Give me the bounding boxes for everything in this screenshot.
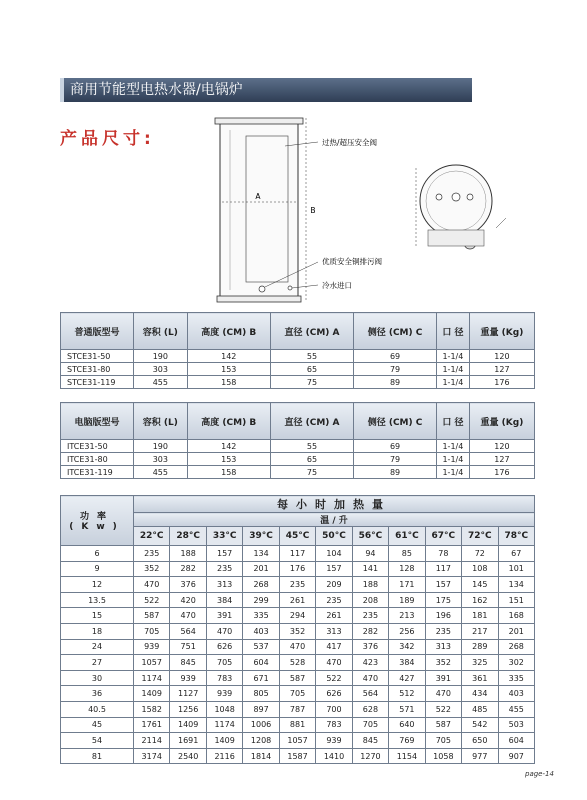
table-cell: 420 [170,592,206,608]
table-cell: 2114 [134,733,170,749]
table-cell: 268 [243,577,279,593]
table-cell: 1154 [389,748,425,764]
row-label-cell: 15 [61,608,134,624]
table-cell: 235 [134,546,170,562]
table-cell: 69 [354,350,437,363]
table-cell: 1174 [206,717,242,733]
table-cell: 289 [462,639,498,655]
row-label-cell: 18 [61,623,134,639]
table-cell: 1048 [206,701,242,717]
table-cell: 1410 [316,748,352,764]
side-column-header: 侧径 (CM) C [354,403,437,440]
table-cell: 1208 [243,733,279,749]
power-column-header: 功率 (Kw) [61,496,134,546]
table-cell: 1587 [279,748,315,764]
top-view-dim-right [496,218,506,228]
table-cell: 705 [425,733,461,749]
table-cell: 705 [206,655,242,671]
table-cell: 376 [170,577,206,593]
table-cell: 127 [469,453,534,466]
table-cell: 201 [498,623,534,639]
table-cell: 176 [469,376,534,389]
row-label-cell: 30 [61,670,134,686]
table-row [61,453,535,466]
table-cell: 671 [243,670,279,686]
spec-table-1-body [61,350,535,389]
table-cell: 503 [498,717,534,733]
row-label-cell: 9 [61,561,134,577]
table-row [61,376,535,389]
temperature-column-header: 33°C [206,527,242,546]
temperature-column-header: 56°C [352,527,388,546]
table-cell: 213 [389,608,425,624]
table-cell: 157 [316,561,352,577]
heat-table-body [61,546,535,764]
table-cell: 1127 [170,686,206,702]
heat-table-title: 每小时加热量 [134,496,535,513]
inlet-label: 冷水进口 [322,281,352,290]
table-cell: 1582 [134,701,170,717]
table-cell: 640 [389,717,425,733]
volume-column-header: 容积 (L) [134,403,188,440]
table-cell: 134 [243,546,279,562]
top-view-panel [428,230,484,246]
table-cell: 78 [425,546,461,562]
section-header-title: 商用节能型电热水器/电锅炉 [70,82,243,98]
table-cell: 705 [352,717,388,733]
spec-header-row [61,403,535,440]
table-cell: 384 [206,592,242,608]
port-column-header: 口 径 [436,403,469,440]
row-label-cell: 24 [61,639,134,655]
table-cell: 151 [498,592,534,608]
table-cell: 157 [425,577,461,593]
volume-column-header: 容积 (L) [134,313,188,350]
table-cell: 55 [270,350,353,363]
table-row [61,546,535,562]
computer-model-spec-table [60,402,535,479]
table-cell: 85 [389,546,425,562]
table-cell: 1-1/4 [436,453,469,466]
table-row [61,440,535,453]
table-cell: 626 [206,639,242,655]
model-column-header: 电脑版型号 [61,403,134,440]
table-row [61,686,535,702]
temperature-column-header: 28°C [170,527,206,546]
heat-table-subtitle: 温 / 升 [134,513,535,527]
table-cell: 190 [134,440,188,453]
table-cell: 342 [389,639,425,655]
table-cell: 1409 [134,686,170,702]
table-cell: 261 [279,592,315,608]
table-cell: 325 [462,655,498,671]
table-cell: 261 [316,608,352,624]
table-cell: 1-1/4 [436,466,469,479]
table-cell: 470 [279,639,315,655]
table-cell: 787 [279,701,315,717]
weight-column-header: 重量 (Kg) [469,313,534,350]
heat-title-row [61,496,535,513]
row-label-cell: 12 [61,577,134,593]
table-cell: 201 [243,561,279,577]
table-cell: 299 [243,592,279,608]
table-row [61,623,535,639]
table-row [61,592,535,608]
table-cell: 705 [279,686,315,702]
table-cell: 1006 [243,717,279,733]
table-cell: 783 [316,717,352,733]
table-cell: 302 [498,655,534,671]
table-cell: 384 [389,655,425,671]
dimension-b-label: B [310,206,316,215]
table-cell: 235 [316,592,352,608]
table-cell: 376 [352,639,388,655]
table-cell: 1-1/4 [436,363,469,376]
table-cell: 470 [352,670,388,686]
table-cell: 512 [389,686,425,702]
table-cell: 3174 [134,748,170,764]
table-cell: 352 [425,655,461,671]
table-cell: 361 [462,670,498,686]
table-cell: 403 [243,623,279,639]
temperature-column-header: 22°C [134,527,170,546]
top-view-port-2 [452,193,460,201]
table-cell: 423 [352,655,388,671]
table-cell: 282 [170,561,206,577]
table-cell: 485 [462,701,498,717]
table-cell: 1691 [170,733,206,749]
table-cell: 128 [389,561,425,577]
table-cell: 217 [462,623,498,639]
table-cell: 89 [354,376,437,389]
table-cell: 522 [425,701,461,717]
temperature-column-header: 39°C [243,527,279,546]
table-row [61,561,535,577]
table-cell: 1-1/4 [436,440,469,453]
table-cell: 1409 [206,733,242,749]
table-cell: 79 [354,363,437,376]
table-cell: 434 [462,686,498,702]
row-label-cell: 27 [61,655,134,671]
temperature-column-header: 67°C [425,527,461,546]
table-cell: 208 [352,592,388,608]
row-label-cell: STCE31-119 [61,376,134,389]
table-cell: 881 [279,717,315,733]
table-cell: 845 [352,733,388,749]
table-row [61,350,535,363]
table-cell: 120 [469,350,534,363]
spec-header-row [61,313,535,350]
valve-label: 过热/超压安全阀 [322,138,378,147]
table-cell: 104 [316,546,352,562]
table-cell: 564 [170,623,206,639]
table-cell: 157 [206,546,242,562]
table-cell: 1270 [352,748,388,764]
table-cell: 1-1/4 [436,350,469,363]
table-cell: 455 [134,466,188,479]
table-cell: 142 [187,440,270,453]
table-cell: 158 [187,376,270,389]
table-cell: 303 [134,453,188,466]
temperature-column-header: 72°C [462,527,498,546]
table-cell: 101 [498,561,534,577]
tank-top-cap [215,118,303,124]
table-cell: 235 [425,623,461,639]
inlet-icon [288,286,292,290]
table-cell: 141 [352,561,388,577]
table-cell: 650 [462,733,498,749]
table-cell: 1058 [425,748,461,764]
table-cell: 171 [389,577,425,593]
table-cell: 235 [206,561,242,577]
table-cell: 75 [270,466,353,479]
table-cell: 1814 [243,748,279,764]
table-cell: 303 [134,363,188,376]
drain-label: 优质安全铜排污阀 [322,257,382,266]
table-cell: 209 [316,577,352,593]
table-row [61,748,535,764]
row-label-cell: 6 [61,546,134,562]
row-label-cell: 81 [61,748,134,764]
table-cell: 939 [134,639,170,655]
table-cell: 142 [187,350,270,363]
table-cell: 75 [270,376,353,389]
top-view-port-1 [436,194,442,200]
table-cell: 700 [316,701,352,717]
table-cell: 769 [389,733,425,749]
table-cell: 176 [469,466,534,479]
table-cell: 522 [316,670,352,686]
table-cell: 427 [389,670,425,686]
spec-table-2-body [61,440,535,479]
table-cell: 455 [498,701,534,717]
heating-capacity-table [60,495,535,764]
row-label-cell: STCE31-50 [61,350,134,363]
table-cell: 470 [134,577,170,593]
row-label-cell: 54 [61,733,134,749]
table-cell: 1761 [134,717,170,733]
table-cell: 805 [243,686,279,702]
table-cell: 2116 [206,748,242,764]
table-cell: 55 [270,440,353,453]
table-row [61,701,535,717]
top-view-port-3 [467,194,473,200]
table-cell: 470 [425,686,461,702]
tank-base [217,296,301,302]
table-cell: 604 [243,655,279,671]
table-cell: 391 [206,608,242,624]
table-cell: 705 [134,623,170,639]
table-row [61,577,535,593]
product-dimension-diagram [0,110,587,310]
table-cell: 604 [498,733,534,749]
table-cell: 2540 [170,748,206,764]
height-column-header: 高度 (CM) B [187,403,270,440]
table-cell: 268 [498,639,534,655]
table-cell: 168 [498,608,534,624]
weight-column-header: 重量 (Kg) [469,403,534,440]
table-cell: 751 [170,639,206,655]
table-cell: 94 [352,546,388,562]
table-cell: 190 [134,350,188,363]
table-cell: 67 [498,546,534,562]
table-cell: 403 [498,686,534,702]
table-cell: 1256 [170,701,206,717]
table-row [61,655,535,671]
height-column-header: 高度 (CM) B [187,313,270,350]
port-column-header: 口 径 [436,313,469,350]
row-label-cell: ITCE31-80 [61,453,134,466]
table-row [61,608,535,624]
table-cell: 1-1/4 [436,376,469,389]
page-number: page-14 [525,770,554,778]
table-cell: 897 [243,701,279,717]
table-cell: 235 [279,577,315,593]
side-column-header: 侧径 (CM) C [354,313,437,350]
table-cell: 391 [425,670,461,686]
table-cell: 977 [462,748,498,764]
table-cell: 175 [425,592,461,608]
table-cell: 939 [206,686,242,702]
table-cell: 470 [206,623,242,639]
table-cell: 1174 [134,670,170,686]
table-cell: 522 [134,592,170,608]
row-label-cell: 36 [61,686,134,702]
table-cell: 153 [187,363,270,376]
table-cell: 455 [134,376,188,389]
table-cell: 89 [354,466,437,479]
table-cell: 162 [462,592,498,608]
table-cell: 845 [170,655,206,671]
table-cell: 294 [279,608,315,624]
diameter-column-header: 直径 (CM) A [270,403,353,440]
table-row [61,363,535,376]
table-cell: 158 [187,466,270,479]
table-cell: 783 [206,670,242,686]
table-cell: 939 [316,733,352,749]
temperature-column-header: 78°C [498,527,534,546]
table-cell: 153 [187,453,270,466]
table-cell: 352 [279,623,315,639]
table-cell: 313 [206,577,242,593]
table-cell: 537 [243,639,279,655]
table-cell: 587 [425,717,461,733]
drain-valve-icon [259,286,265,292]
table-cell: 65 [270,453,353,466]
row-label-cell: 13.5 [61,592,134,608]
table-cell: 1057 [279,733,315,749]
table-cell: 313 [425,639,461,655]
temperature-column-header: 45°C [279,527,315,546]
table-cell: 626 [316,686,352,702]
table-cell: 352 [134,561,170,577]
table-cell: 628 [352,701,388,717]
table-row [61,717,535,733]
row-label-cell: ITCE31-119 [61,466,134,479]
table-cell: 335 [243,608,279,624]
table-cell: 417 [316,639,352,655]
table-cell: 907 [498,748,534,764]
table-cell: 189 [389,592,425,608]
table-cell: 939 [170,670,206,686]
temperature-column-header: 50°C [316,527,352,546]
table-cell: 117 [279,546,315,562]
table-cell: 120 [469,440,534,453]
standard-model-spec-table [60,312,535,389]
tank-front-body [220,122,298,300]
table-cell: 134 [498,577,534,593]
table-row [61,670,535,686]
row-label-cell: 40.5 [61,701,134,717]
table-cell: 542 [462,717,498,733]
diameter-column-header: 直径 (CM) A [270,313,353,350]
table-cell: 176 [279,561,315,577]
table-cell: 256 [389,623,425,639]
temperature-column-header: 61°C [389,527,425,546]
table-cell: 79 [354,453,437,466]
table-cell: 1057 [134,655,170,671]
row-label-cell: ITCE31-50 [61,440,134,453]
table-cell: 1409 [170,717,206,733]
table-cell: 335 [498,670,534,686]
table-row [61,466,535,479]
table-cell: 313 [316,623,352,639]
row-label-cell: 45 [61,717,134,733]
table-cell: 65 [270,363,353,376]
table-cell: 235 [352,608,388,624]
table-cell: 117 [425,561,461,577]
header-accent [60,78,64,102]
row-label-cell: STCE31-80 [61,363,134,376]
table-cell: 571 [389,701,425,717]
table-cell: 188 [352,577,388,593]
table-cell: 587 [134,608,170,624]
table-cell: 564 [352,686,388,702]
table-row [61,733,535,749]
table-cell: 188 [170,546,206,562]
table-cell: 145 [462,577,498,593]
table-cell: 181 [462,608,498,624]
table-cell: 470 [316,655,352,671]
table-cell: 587 [279,670,315,686]
product-size-title: 产品尺寸: [60,129,155,149]
table-cell: 528 [279,655,315,671]
section-header-bar [60,78,472,102]
table-cell: 72 [462,546,498,562]
table-cell: 127 [469,363,534,376]
table-cell: 108 [462,561,498,577]
table-cell: 196 [425,608,461,624]
table-cell: 470 [170,608,206,624]
dimension-a-label: A [255,192,261,201]
table-row [61,639,535,655]
table-cell: 69 [354,440,437,453]
model-column-header: 普通版型号 [61,313,134,350]
table-cell: 282 [352,623,388,639]
